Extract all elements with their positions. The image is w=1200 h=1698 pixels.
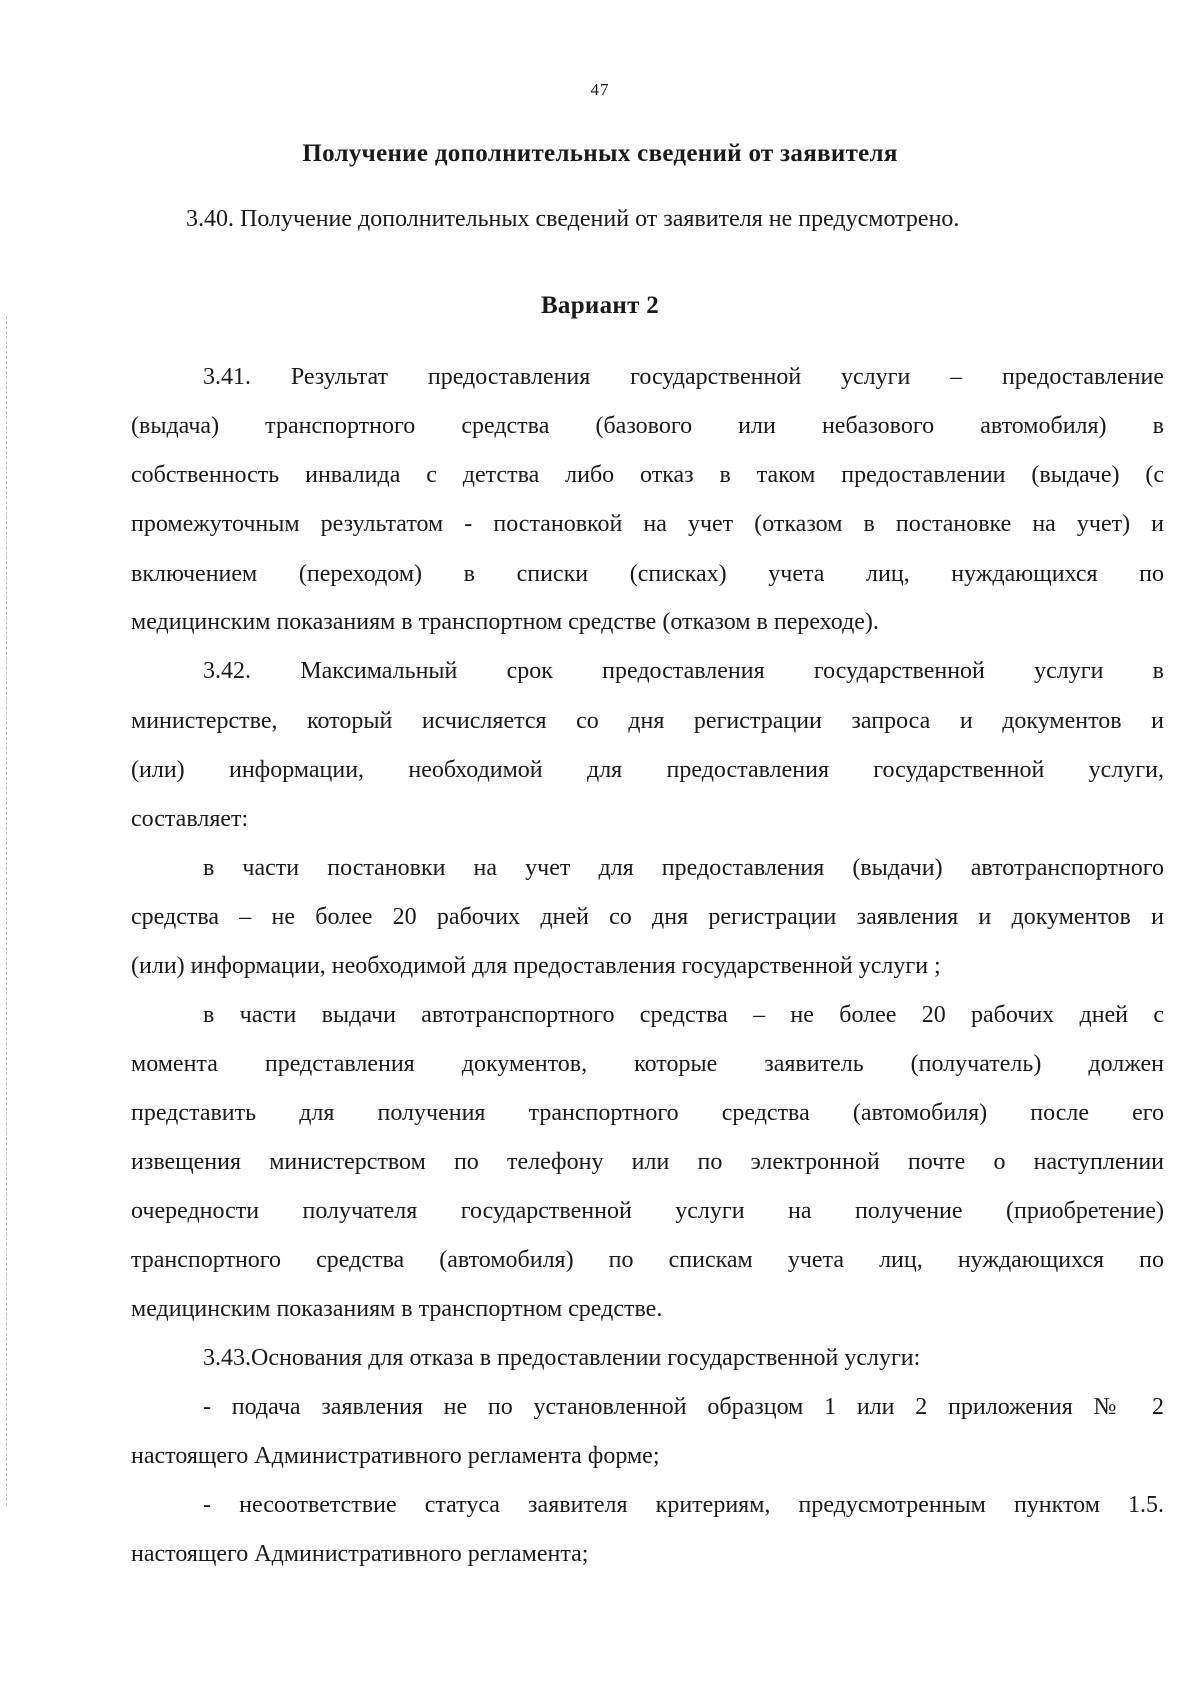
paragraph-3-42-line: 3.42. Максимальный срок предоставления государственной услуги в	[203, 658, 1164, 684]
paragraph-3-41-line: медицинским показаниям в транспортном средстве (отказом в переходе).	[131, 609, 879, 635]
scan-margin-line	[6, 316, 8, 1506]
paragraph-3-43-item-line: настоящего Административного регламента;	[131, 1541, 589, 1567]
paragraph-3-42-item-line: медицинским показаниям в транспортном средстве.	[131, 1296, 663, 1322]
paragraph-3-42-line: министерстве, который исчисляется со дня регистрации запроса и документов и	[131, 708, 1164, 734]
paragraph-3-42-item-line: извещения министерством по телефону или по электронной почте о наступлении	[131, 1149, 1164, 1175]
section-heading: Получение дополнительных сведений от заявителя	[302, 140, 898, 167]
paragraph-3-42-line: (или) информации, необходимой для предоставления государственной услуги,	[131, 757, 1164, 783]
paragraph-3-43-item-line: настоящего Административного регламента форме;	[131, 1443, 660, 1469]
paragraph-3-43-line: 3.43.Основания для отказа в предоставлении государственной услуги:	[203, 1345, 921, 1371]
variant-heading: Вариант 2	[540, 292, 660, 319]
paragraph-3-42-line: составляет:	[131, 806, 249, 832]
paragraph-3-43-item-line: - несоответствие статуса заявителя критериям, предусмотренным пунктом 1.5.	[203, 1492, 1164, 1518]
page-number: 47	[590, 80, 610, 99]
paragraph-3-41-line: включением (переходом) в списки (списках) учета лиц, нуждающихся по	[131, 561, 1164, 587]
paragraph-3-41-line: промежуточным результатом - постановкой на учет (отказом в постановке на учет) и	[131, 511, 1164, 537]
paragraph-3-40: 3.40. Получение дополнительных сведений от заявителя не предусмотрено.	[186, 206, 960, 232]
paragraph-3-42-item-line: (или) информации, необходимой для предоставления государственной услуги ;	[131, 953, 941, 979]
paragraph-3-41-line: 3.41. Результат предоставления государственной услуги – предоставление	[203, 364, 1164, 390]
paragraph-3-42-item-line: момента представления документов, которые заявитель (получатель) должен	[131, 1051, 1164, 1077]
paragraph-3-41-line: собственность инвалида с детства либо отказ в таком предоставлении (выдаче) (с	[131, 462, 1164, 488]
paragraph-3-42-item-line: очередности получателя государственной услуги на получение (приобретение)	[131, 1198, 1164, 1224]
paragraph-3-42-item-line: в части постановки на учет для предоставления (выдачи) автотранспортного	[203, 855, 1164, 881]
paragraph-3-42-item-line: транспортного средства (автомобиля) по спискам учета лиц, нуждающихся по	[131, 1247, 1164, 1273]
paragraph-3-42-item-line: представить для получения транспортного средства (автомобиля) после его	[131, 1100, 1164, 1126]
paragraph-3-42-item-line: в части выдачи автотранспортного средства – не более 20 рабочих дней с	[203, 1002, 1164, 1028]
paragraph-3-41-line: (выдача) транспортного средства (базового или небазового автомобиля) в	[131, 413, 1164, 439]
paragraph-3-42-item-line: средства – не более 20 рабочих дней со дня регистрации заявления и документов и	[131, 904, 1164, 930]
paragraph-3-43-item-line: - подача заявления не по установленной образцом 1 или 2 приложения № 2	[203, 1394, 1164, 1420]
